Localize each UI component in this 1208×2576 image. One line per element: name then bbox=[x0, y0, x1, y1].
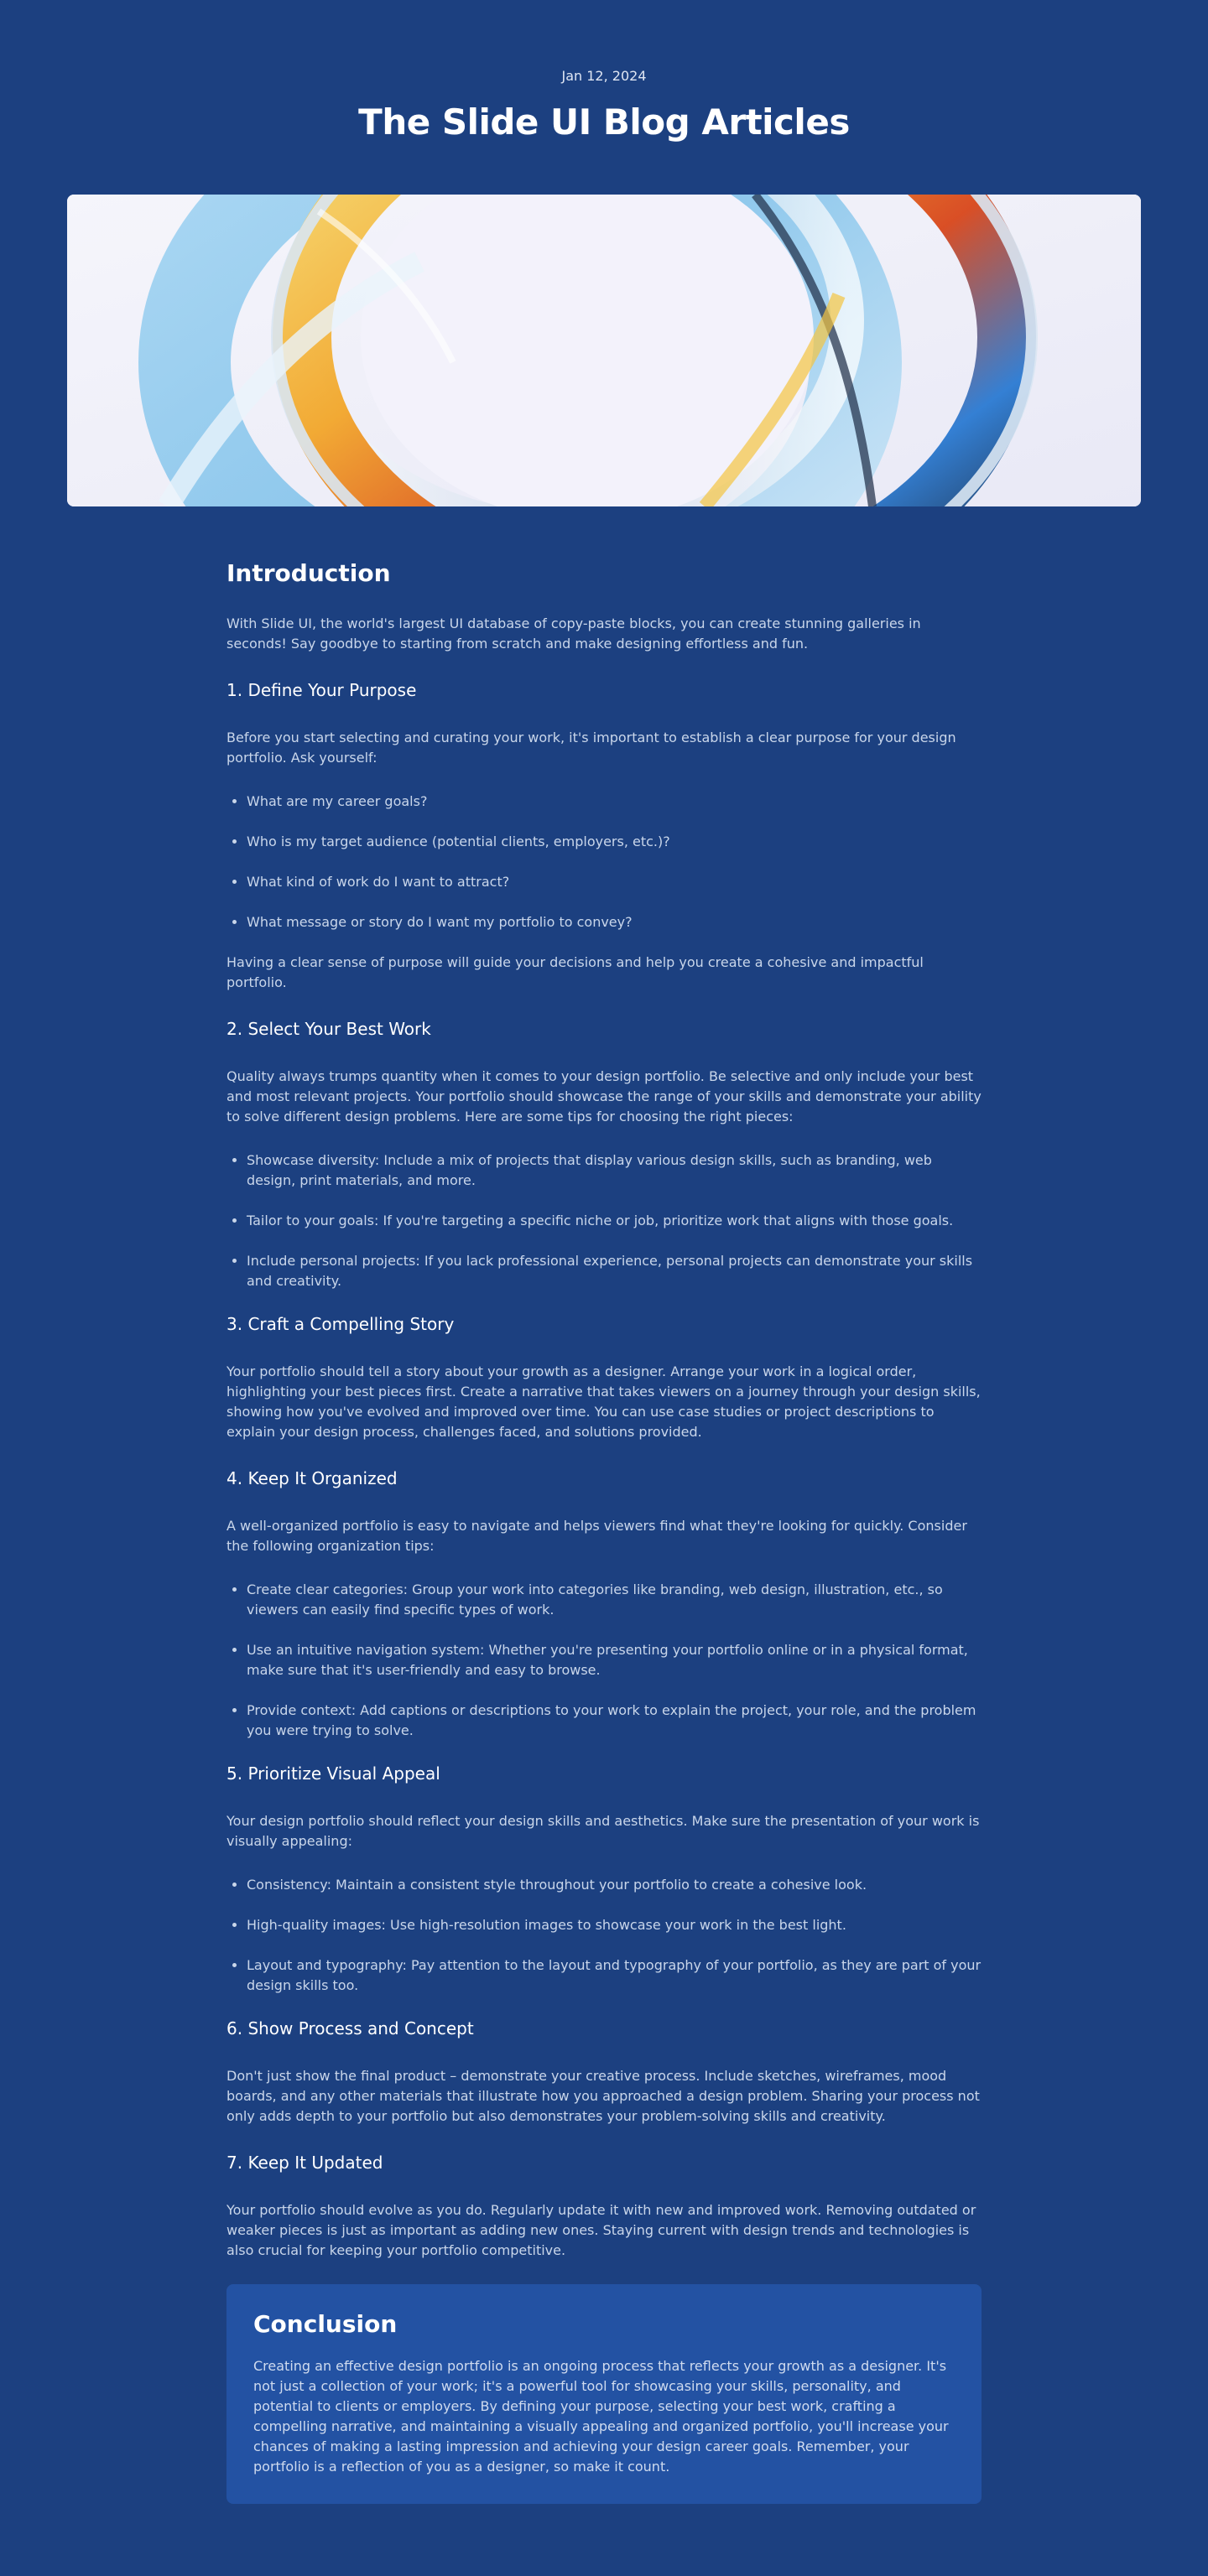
list-item: • What kind of work do I want to attract? bbox=[247, 872, 982, 892]
page-title: The Slide UI Blog Articles bbox=[358, 101, 850, 143]
section-heading-introduction: Introduction bbox=[226, 559, 391, 587]
list-item: • Showcase diversity: Include a mix of projects that display various design skills, such as branding, web design, print materials, and more. bbox=[247, 1150, 982, 1191]
bullet-list bbox=[226, 1150, 982, 1291]
section-paragraph: Your portfolio should tell a story about your growth as a designer. Arrange your work in a logical order, highlighting your best pieces first. Create a narrative that takes viewers on a journey through your design skills, showing how you've evolved and improved over time. You can use case studies or project descriptions to explain your design process, challenges faced, and solutions provided. bbox=[226, 1363, 981, 1440]
article-body bbox=[226, 557, 982, 2504]
abstract-glass-ring-image bbox=[67, 195, 1141, 506]
section-heading-keep-updated: 7. Keep It Updated bbox=[226, 2153, 383, 2173]
section-paragraph: Your design portfolio should reflect your design skills and aesthetics. Make sure the presentation of your work is visually appealing: bbox=[226, 1813, 980, 1849]
section-heading-compelling-story: 3. Craft a Compelling Story bbox=[226, 1314, 455, 1334]
list-item: • Include personal projects: If you lack professional experience, personal projects can demonstrate your skills and creativity. bbox=[247, 1251, 982, 1291]
conclusion-heading: Conclusion bbox=[253, 2310, 398, 2338]
intro-paragraph: With Slide UI, the world's largest UI database of copy-paste blocks, you can create stunning galleries in seconds! Say goodbye to starting from scratch and make designing effortless and fun. bbox=[226, 615, 921, 652]
section-paragraph: Quality always trumps quantity when it comes to your design portfolio. Be selective and only include your best and most relevant projects. Your portfolio should showcase the range of your skills and demonstrate your ability to solve different design problems. Here are some tips for choosing the right pieces: bbox=[226, 1068, 982, 1124]
section-heading-define-purpose: 1. Define Your Purpose bbox=[226, 680, 417, 700]
section-paragraph: Having a clear sense of purpose will guide your decisions and help you create a cohesive and impactful portfolio. bbox=[226, 954, 924, 990]
article-header bbox=[0, 0, 1208, 144]
hero-image bbox=[67, 195, 1141, 506]
list-item: • What message or story do I want my portfolio to convey? bbox=[247, 912, 982, 932]
section-paragraph: Don't just show the final product – demonstrate your creative process. Include sketches, wireframes, mood boards, and any other materials that illustrate how you approached a design problem. Sharing your process not only adds depth to your portfolio but also demonstrates your problem-solving skills and creativity. bbox=[226, 2068, 980, 2124]
list-item: • Consistency: Maintain a consistent style throughout your portfolio to create a cohesive look. bbox=[247, 1875, 982, 1895]
section-paragraph: A well-organized portfolio is easy to navigate and helps viewers find what they're looking for quickly. Consider the following organization tips: bbox=[226, 1518, 967, 1554]
section-heading-process-concept: 6. Show Process and Concept bbox=[226, 2018, 474, 2038]
bullet-list bbox=[226, 1580, 982, 1741]
list-item: • Provide context: Add captions or descriptions to your work to explain the project, your role, and the problem you were trying to solve. bbox=[247, 1701, 982, 1741]
list-item: • Layout and typography: Pay attention to the layout and typography of your portfolio, as they are part of your design skills too. bbox=[247, 1955, 982, 1996]
section-paragraph: Your portfolio should evolve as you do. Regularly update it with new and improved work. Removing outdated or weaker pieces is just as important as adding new ones. Staying current with design trends and technologies is also crucial for keeping your portfolio competitive. bbox=[226, 2202, 976, 2258]
section-heading-select-best-work: 2. Select Your Best Work bbox=[226, 1019, 431, 1039]
list-item: • Create clear categories: Group your work into categories like branding, web design, illustration, etc., so viewers can easily find specific types of work. bbox=[247, 1580, 982, 1620]
list-item: • Tailor to your goals: If you're targeting a specific niche or job, prioritize work that aligns with those goals. bbox=[247, 1211, 982, 1231]
list-item: • High-quality images: Use high-resolution images to showcase your work in the best light. bbox=[247, 1915, 982, 1935]
conclusion-paragraph: Creating an effective design portfolio is an ongoing process that reflects your growth as a designer. It's not just a collection of your work; it's a powerful tool for showcasing your skills, personality, and potential to clients or employers. By defining your purpose, selecting your best work, crafting a compelling narrative, and maintaining a visually appealing and organized portfolio, you'll increase your chances of making a lasting impression and achieving your design career goals. Remember, your portfolio is a reflection of you as a designer, so make it count. bbox=[253, 2358, 949, 2475]
section-paragraph: Before you start selecting and curating your work, it's important to establish a clear purpose for your design portfolio. Ask yourself: bbox=[226, 730, 956, 766]
publish-date: Jan 12, 2024 bbox=[561, 68, 647, 84]
list-item: • Who is my target audience (potential clients, employers, etc.)? bbox=[247, 832, 982, 852]
section-heading-keep-organized: 4. Keep It Organized bbox=[226, 1468, 398, 1488]
bullet-list bbox=[226, 1875, 982, 1996]
bullet-list bbox=[226, 792, 982, 932]
conclusion-card bbox=[226, 2284, 982, 2504]
section-heading-visual-appeal: 5. Prioritize Visual Appeal bbox=[226, 1763, 440, 1784]
list-item: • Use an intuitive navigation system: Whether you're presenting your portfolio online or in a physical format, make sure that it's user-friendly and easy to browse. bbox=[247, 1640, 982, 1680]
list-item: • What are my career goals? bbox=[247, 792, 982, 812]
